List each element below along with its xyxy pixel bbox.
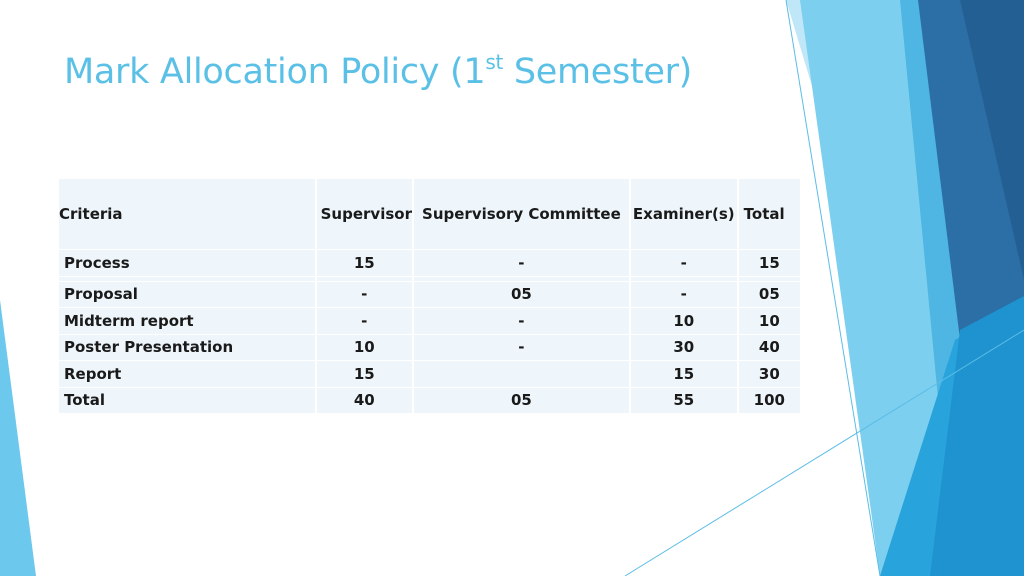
cell-examiners: 30	[631, 335, 737, 361]
cell-committee: 05	[414, 282, 629, 308]
cell-total: 15	[739, 250, 800, 276]
table-row	[59, 282, 800, 308]
cell-examiners: 15	[631, 361, 737, 387]
table-row	[59, 308, 800, 334]
table-row	[59, 250, 800, 276]
cell-criteria: Proposal	[59, 282, 315, 308]
title-end: Semester)	[503, 52, 693, 92]
header-supervisor: Supervisor	[317, 179, 412, 249]
cell-total: 100	[739, 388, 800, 414]
cell-committee: -	[414, 250, 629, 276]
title-main: Mark Allocation Policy (1	[64, 52, 486, 92]
table-row	[59, 335, 800, 361]
cell-criteria: Midterm report	[59, 308, 315, 334]
cell-committee	[414, 361, 629, 387]
mark-allocation-table-container	[57, 178, 802, 414]
cell-total: 40	[739, 335, 800, 361]
cell-total: 30	[739, 361, 800, 387]
table-header-row	[59, 179, 800, 249]
cell-committee: -	[414, 335, 629, 361]
table-row	[59, 361, 800, 387]
header-supervisory-committee: Supervisory Committee	[414, 179, 629, 249]
cell-criteria: Total	[59, 388, 315, 414]
page-title	[64, 52, 692, 92]
cell-supervisor: 40	[317, 388, 412, 414]
header-examiners: Examiner(s)	[631, 179, 737, 249]
left-edge-shape	[0, 300, 36, 576]
cell-committee: 05	[414, 388, 629, 414]
cell-examiners: -	[631, 250, 737, 276]
cell-criteria: Report	[59, 361, 315, 387]
table-row-total	[59, 388, 800, 414]
mark-allocation-table	[57, 178, 802, 414]
cell-examiners: 10	[631, 308, 737, 334]
cell-committee: -	[414, 308, 629, 334]
cell-supervisor: 15	[317, 361, 412, 387]
cell-supervisor: 10	[317, 335, 412, 361]
cell-supervisor: -	[317, 282, 412, 308]
header-total: Total	[739, 179, 800, 249]
cell-total: 05	[739, 282, 800, 308]
cell-total: 10	[739, 308, 800, 334]
cell-examiners: -	[631, 282, 737, 308]
cell-examiners: 55	[631, 388, 737, 414]
cell-criteria: Poster Presentation	[59, 335, 315, 361]
cell-supervisor: -	[317, 308, 412, 334]
cell-supervisor: 15	[317, 250, 412, 276]
title-superscript: st	[485, 50, 503, 74]
row-gap	[59, 277, 800, 281]
cell-criteria: Process	[59, 250, 315, 276]
header-criteria: Criteria	[59, 179, 315, 249]
